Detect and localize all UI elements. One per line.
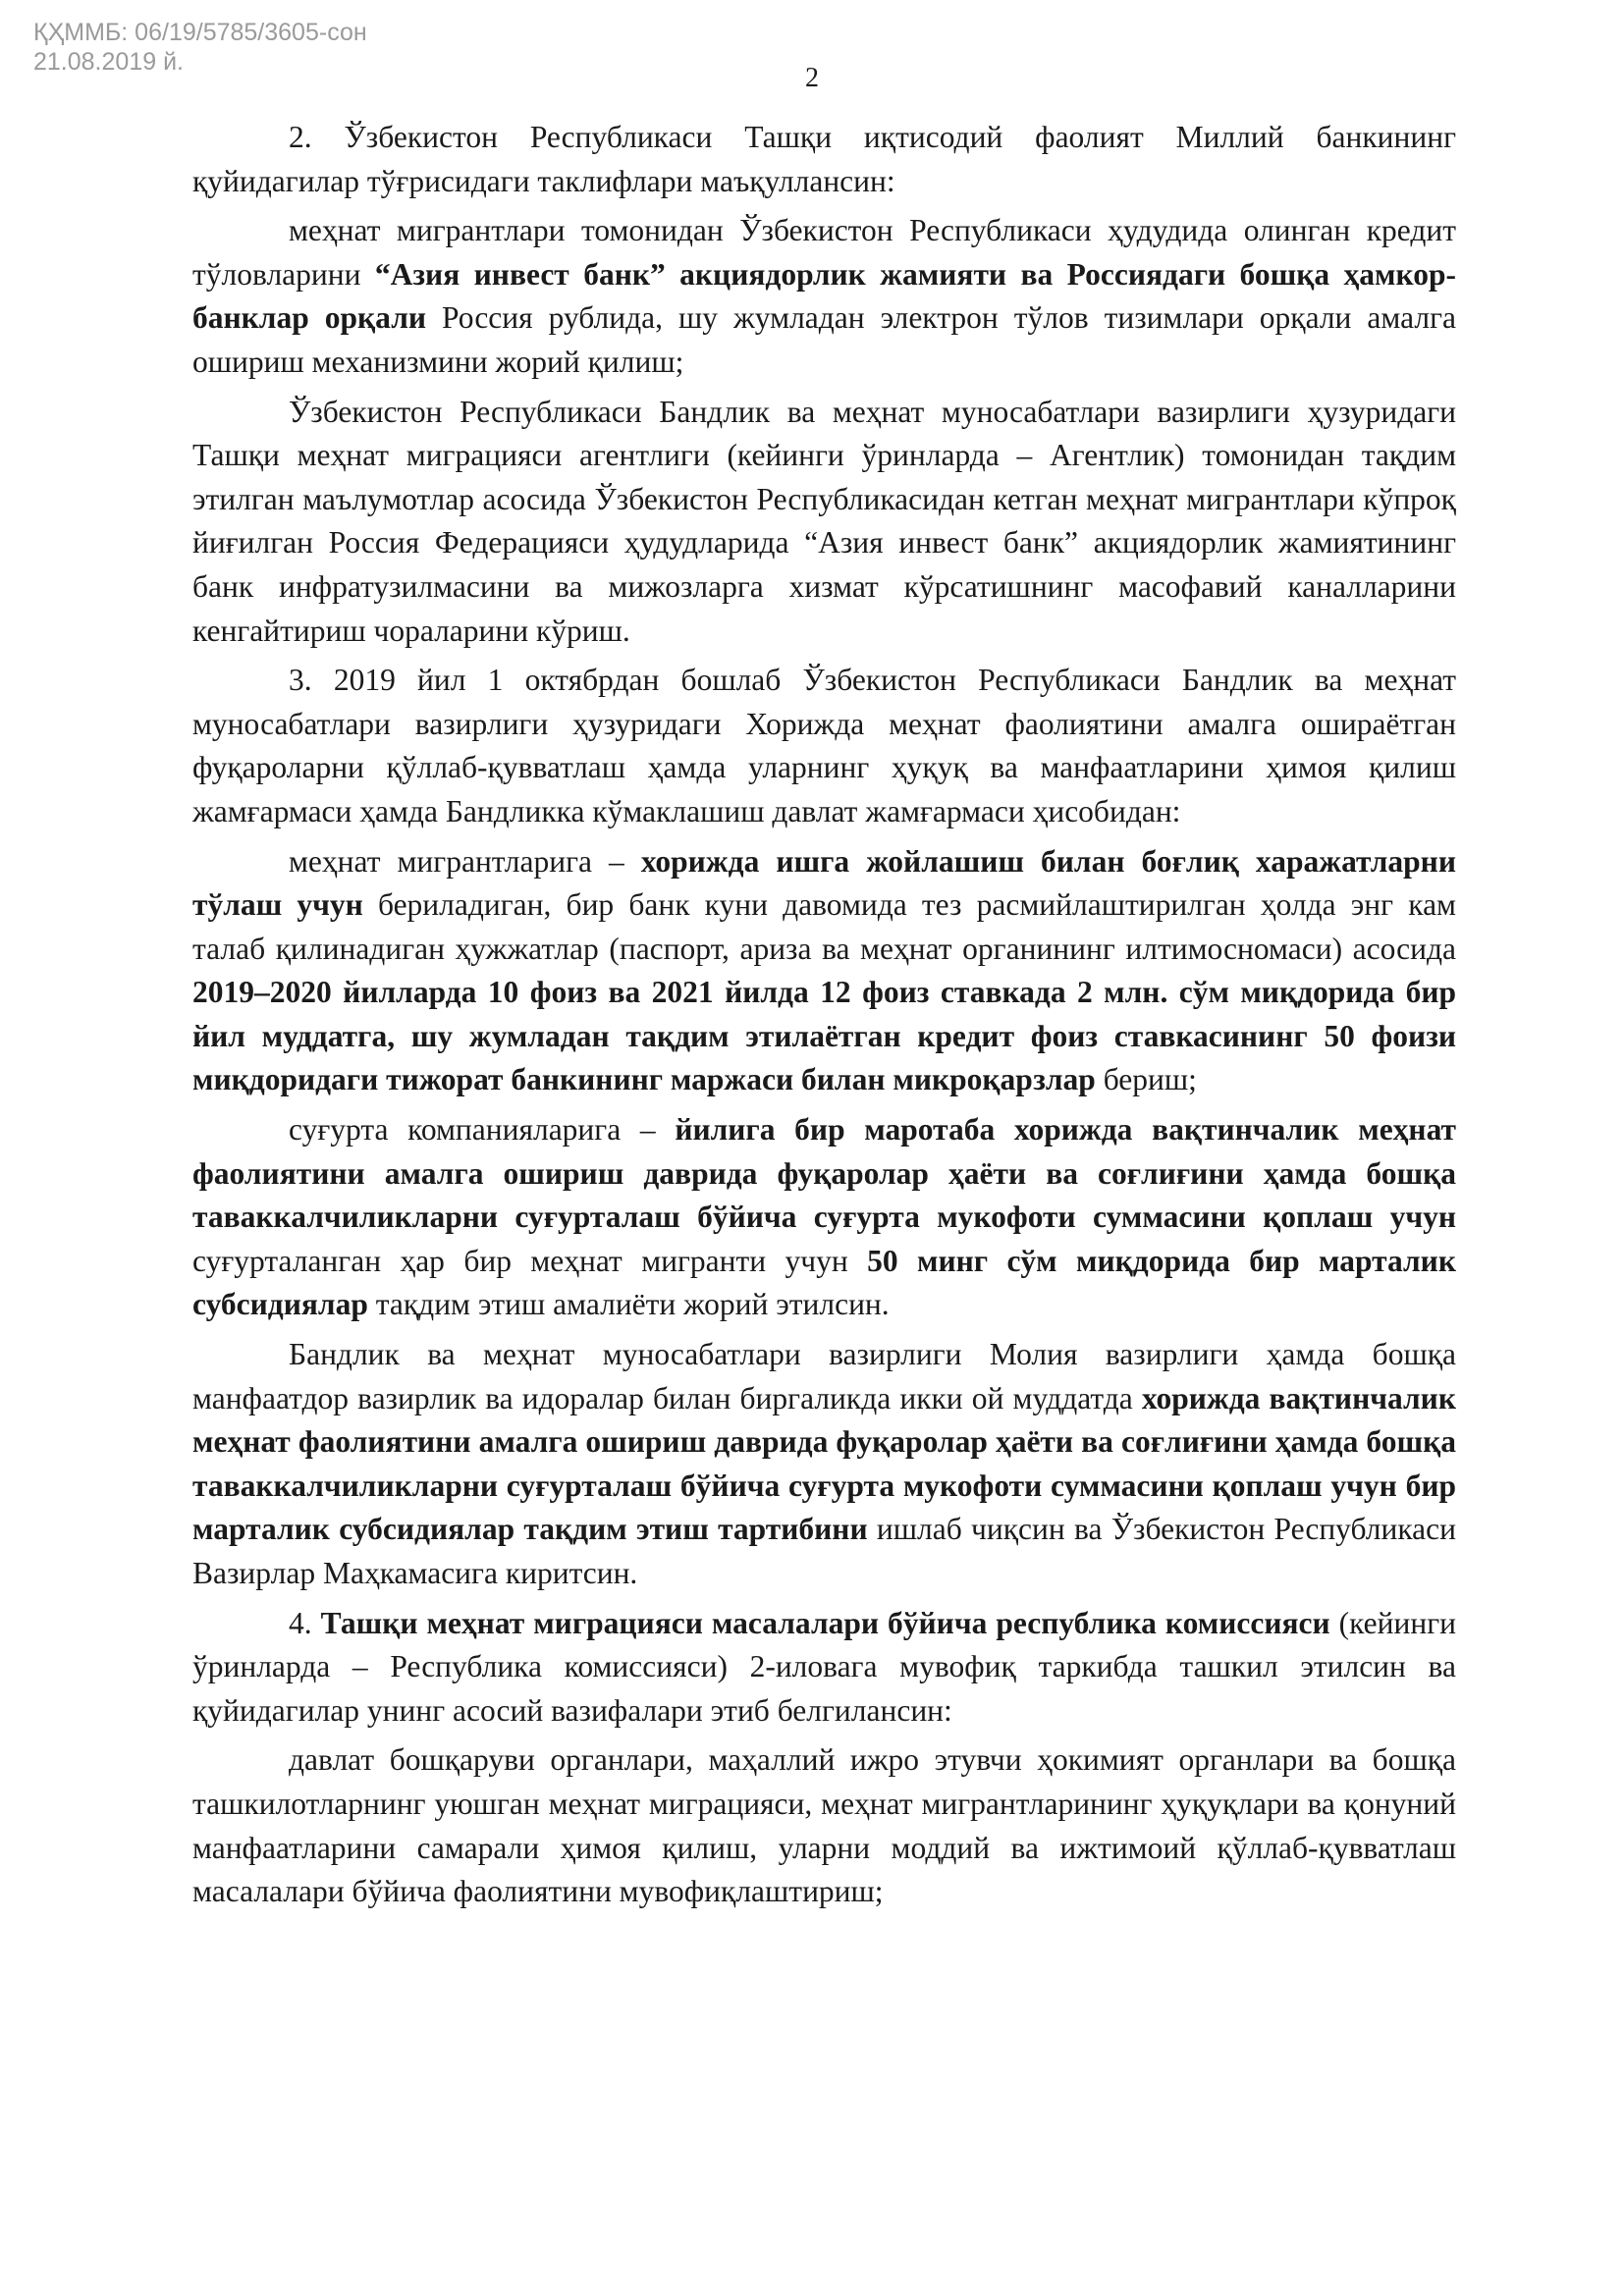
text-run: тақдим этиш амалиёти жорий этилсин. (367, 1287, 890, 1322)
text-run: (кейинги ўринларда – Республика комиссияси) 2-иловага мувофиқ таркибда ташкил этилсин ва қуйидагилар унинг асосий вазифалари этиб белгилансин: (192, 1605, 1457, 1728)
text-run: 2. Ўзбекистон Республикаси Ташқи иқтисодий фаолият Миллий банкининг қуйидагилар тўғрисидаги таклифлари маъқуллансин: (192, 120, 1456, 198)
text-run: бериш; (1095, 1062, 1197, 1097)
document-body (192, 116, 1456, 1920)
bold-run: “Азия инвест банк” акциядорлик жамияти ва Россиядаги бошқа ҳамкор-банклар орқали (192, 256, 1457, 336)
page-number: 2 (805, 63, 819, 93)
paragraph-coordination (192, 1738, 1456, 1913)
paragraph-bank-infrastructure (192, 391, 1456, 654)
paragraph-3-intro (192, 659, 1456, 833)
bold-run: йилига бир маротаба хорижда вақтинчалик меҳнат фаолиятини амалга ошириш даврида фуқаролар ҳаёти ва соғлиғини ҳамда бошқа таваккалчиликларни суғурталаш бўйича суғурта мукофоти суммасини қоплаш учун (192, 1112, 1456, 1235)
text-run: Бандлик ва меҳнат муносабатлари вазирлиги Молия вазирлиги ҳамда бошқа манфаатдор вазирлик ва идоралар билан биргаликда икки ой муддатда (192, 1337, 1456, 1415)
paragraph-credit-payments (192, 209, 1456, 384)
text-run: суғурталанган ҳар бир меҳнат мигранти учун (192, 1243, 868, 1278)
text-run: меҳнат мигрантларига – (289, 843, 641, 879)
bold-run: 2019–2020 йилларда 10 фоиз ва 2021 йилда 12 фоиз ставкада 2 млн. сўм миқдорида бир йил муддатга, шу жумладан тақдим этилаётган кредит фоиз ставкасининг 50 фоизи миқдоридаги тижорат банкининг маржаси билан микроқарзлар (192, 975, 1456, 1097)
bold-run: 50 минг сўм миқдорида бир марталик субсидиялар (192, 1243, 1456, 1322)
text-run: Россия рублида, шу жумладан электрон тўлов тизимлари орқали амалга ошириш механизмини жорий қилиш; (192, 300, 1456, 379)
stamp-date: 21.08.2019 й. (33, 48, 184, 76)
text-run: суғурта компанияларига – (289, 1112, 676, 1148)
text-run: Ўзбекистон Республикаси Бандлик ва меҳнат муносабатлари вазирлиги ҳузуридаги Ташқи меҳнат миграцияси агентлиги (кейинги ўринларда – Агентлик) томонидан тақдим этилган маълумотлар асосида Ўзбекистон Республикасидан кетган меҳнат мигрантлари кўпроқ йиғилган Россия Федерацияси ҳудудларида “Азия инвест банк” акциядорлик жамиятининг банк инфратузилмасини ва мижозларга хизмат кўрсатишнинг масофавий каналларини кенгайтириш чораларини кўриш. (192, 394, 1456, 648)
text-run: давлат бошқаруви органлари, маҳаллий ижро этувчи ҳокимият органлари ва бошқа ташкилотларнинг уюшган меҳнат миграцияси, меҳнат мигрантларининг ҳуқуқлари ва қонуний манфаатларини самарали ҳимоя қилиш, уларни моддий ва ижтимоий қўллаб-қувватлаш масалалари бўйича фаолиятини мувофиқлаштириш; (192, 1742, 1456, 1909)
text-run: меҳнат мигрантлари томонидан Ўзбекистон Республикаси ҳудудида олинган кредит тўловларини (192, 213, 1456, 292)
text-run: ишлаб чиқсин ва Ўзбекистон Республикаси Вазирлар Маҳкамасига киритсин. (192, 1512, 1456, 1590)
paragraph-subsidy-procedure (192, 1333, 1456, 1596)
paragraph-2-intro (192, 116, 1456, 203)
stamp-registration-number: ҚҲММБ: 06/19/5785/3605-сон (33, 19, 367, 46)
bold-run: Ташқи меҳнат миграцияси масалалари бўйича республика комиссияси (320, 1605, 1330, 1640)
paragraph-insurance-subsidies (192, 1108, 1456, 1327)
text-run: 3. 2019 йил 1 октябрдан бошлаб Ўзбекистон Республикаси Бандлик ва меҳнат муносабатлари вазирлиги ҳузуридаги Хорижда меҳнат фаолиятини амалга ошираётган фуқароларни қўллаб-қувватлаш ҳамда уларнинг ҳуқуқ ва манфаатларини ҳимоя қилиш жамғармаси ҳамда Бандликка кўмаклашиш давлат жамғармаси ҳисобидан: (192, 663, 1456, 828)
text-run: бериладиган, бир банк куни давомида тез расмийлаштирилган ҳолда энг кам талаб қилинадиган ҳужжатлар (паспорт, ариза ва меҳнат органининг илтимосномаси) асосида (192, 887, 1456, 966)
bold-run: хорижда вақтинчалик меҳнат фаолиятини амалга ошириш даврида фуқаролар ҳаёти ва соғлиғини ҳамда бошқа таваккалчиликларни суғурталаш бўйича суғурта мукофоти суммасини қоплаш учун бир марталик субсидиялар тақдим этиш тартибини (192, 1380, 1456, 1547)
text-run: 4. (289, 1605, 321, 1640)
bold-run: хорижда ишга жойлашиш билан боғлиқ харажатларни тўлаш учун (192, 843, 1456, 923)
paragraph-microloans (192, 840, 1456, 1103)
paragraph-4-commission (192, 1602, 1456, 1734)
